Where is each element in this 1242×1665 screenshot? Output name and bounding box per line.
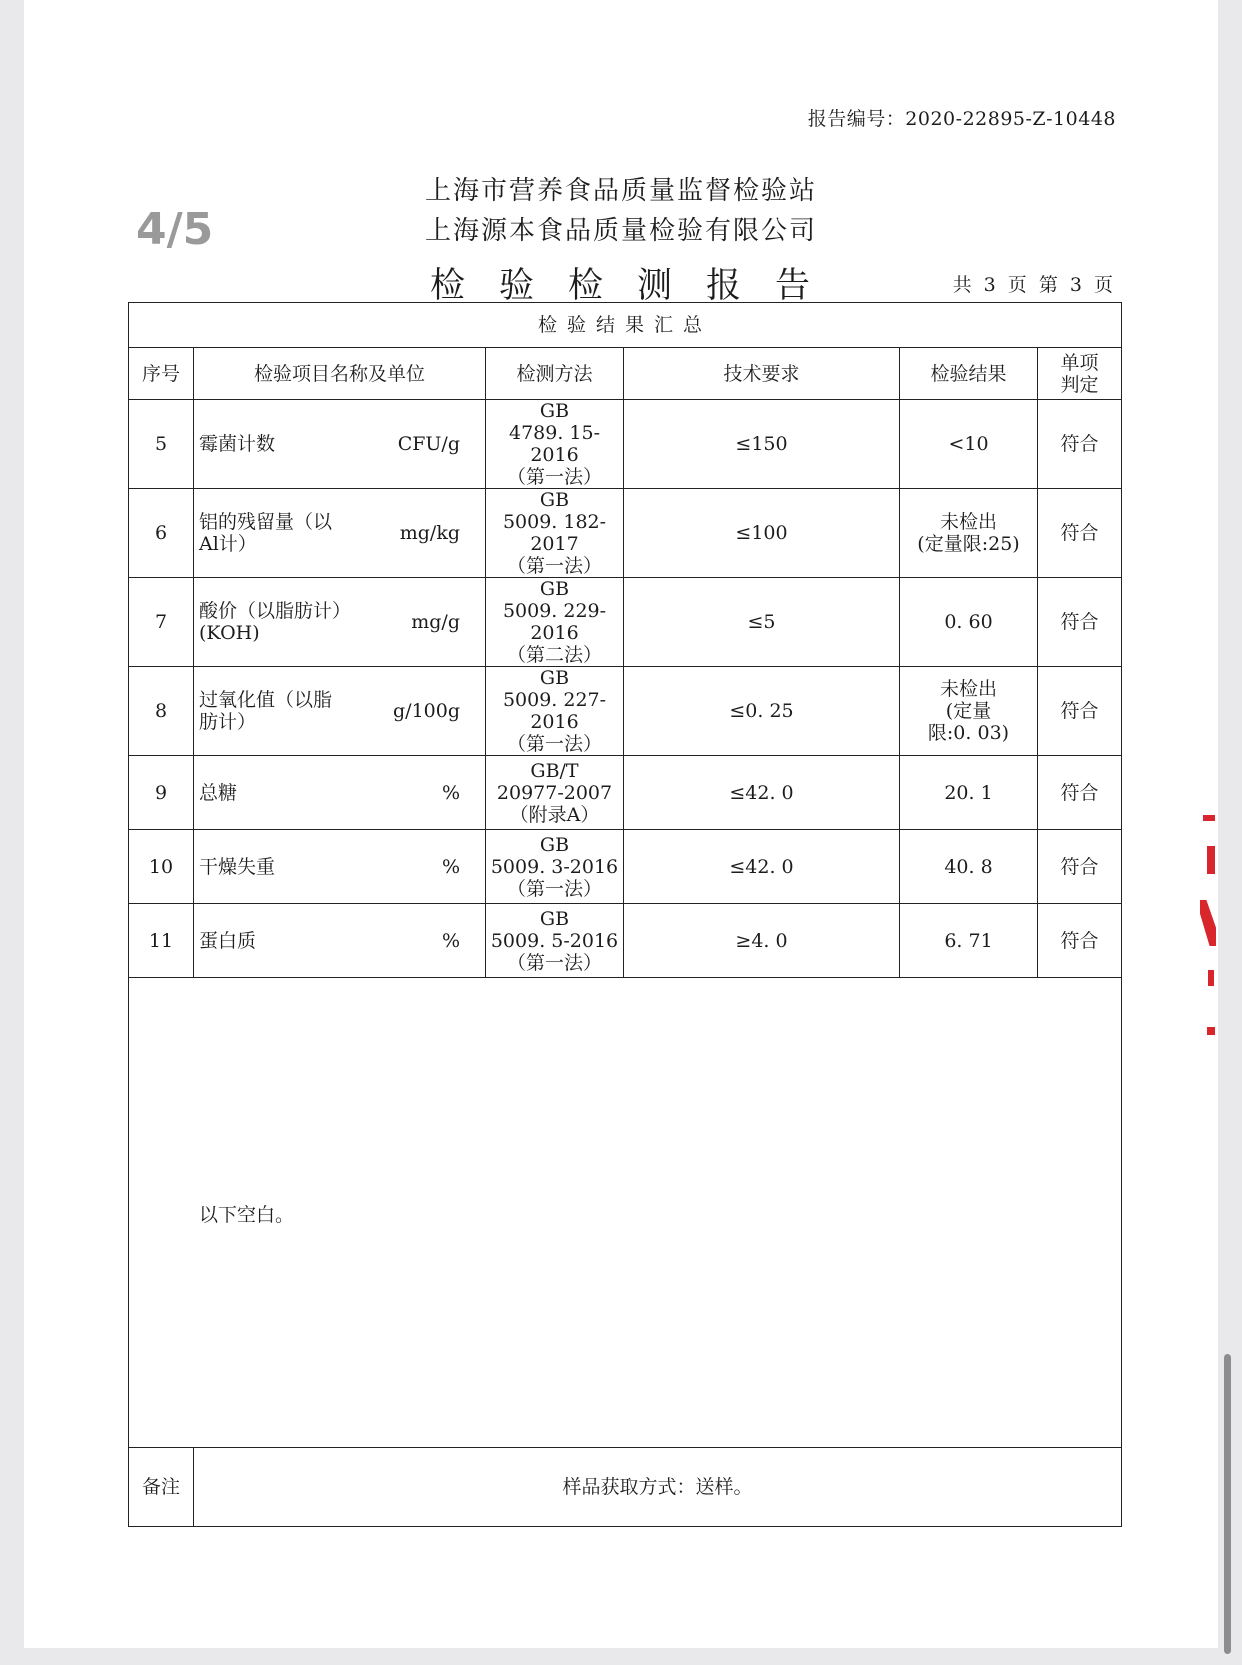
cell-result: [900, 489, 1038, 578]
cell-item: [194, 400, 486, 489]
results-table: [128, 302, 1122, 1527]
cell-judgement: 符合: [1038, 756, 1122, 830]
blank-row: [129, 978, 1122, 1448]
line-3: 限:0. 03): [927, 722, 1010, 744]
cell-judgement: 符合: [1038, 578, 1122, 667]
cell-requirement: ≤5: [624, 578, 900, 667]
cell-method: [486, 400, 624, 489]
cell-item: [194, 489, 486, 578]
item-name-line1: 蛋白质: [199, 929, 257, 952]
line-1: 未检出: [939, 511, 997, 533]
cell-requirement: ≤100: [624, 489, 900, 578]
item-name: [199, 930, 256, 952]
cell-judgement: 符合: [1038, 667, 1122, 756]
line-1: GB: [539, 833, 570, 856]
line-1: 6. 71: [944, 929, 993, 952]
cell-method: [486, 904, 624, 978]
remark-row: [129, 1448, 1122, 1527]
cell-result: [900, 904, 1038, 978]
cell-no: 6: [129, 489, 194, 578]
cell-no: 9: [129, 756, 194, 830]
header-requirement: 技术要求: [624, 348, 900, 400]
cell-item: [194, 756, 486, 830]
cell-result: [900, 756, 1038, 830]
line-1: GB: [539, 578, 570, 600]
table-row: [129, 667, 1122, 756]
item-name-line2: 肪计）: [199, 711, 257, 733]
org-name-2: 上海源本食品质量检验有限公司: [424, 216, 817, 246]
line-2: (定量: [945, 700, 992, 722]
cell-result: [900, 578, 1038, 667]
cell-item: [194, 904, 486, 978]
cell-item: [194, 578, 486, 667]
line-1: GB: [539, 400, 570, 422]
line-2: (定量限:25): [917, 533, 1020, 555]
cell-method: [486, 667, 624, 756]
item-unit: %: [441, 781, 460, 804]
line-3: （第一法）: [506, 466, 602, 488]
header-judgement-line2: 判定: [1060, 373, 1099, 396]
item-name-line1: 过氧化值（以脂: [199, 689, 333, 711]
line-3: （第一法）: [506, 877, 602, 900]
item-unit: %: [441, 929, 460, 952]
line-1: 未检出: [939, 678, 997, 700]
line-3: （附录A）: [509, 803, 600, 826]
line-2: 5009. 227-2016: [502, 689, 607, 733]
header-item: 检验项目名称及单位: [194, 348, 486, 400]
header-method: 检测方法: [486, 348, 624, 400]
header-judgement: [1038, 348, 1122, 400]
item-unit: g/100g: [393, 700, 460, 722]
cell-method: [486, 578, 624, 667]
cell-method: [486, 756, 624, 830]
line-2: 5009. 5-2016: [490, 929, 619, 952]
cell-judgement: 符合: [1038, 830, 1122, 904]
line-1: GB: [539, 489, 570, 511]
line-3: （第一法）: [506, 733, 602, 755]
line-1: 20. 1: [944, 781, 993, 804]
cell-no: 8: [129, 667, 194, 756]
seal-stamp-fragment: [1203, 815, 1215, 821]
cell-judgement: 符合: [1038, 489, 1122, 578]
item-name-line1: 酸价（以脂肪计）: [199, 600, 352, 622]
table-header: [129, 348, 1122, 400]
seal-stamp-fragment: [1208, 970, 1214, 986]
line-3: （第一法）: [506, 555, 602, 577]
line-1: 0. 60: [944, 611, 993, 633]
table-row: [129, 489, 1122, 578]
cell-method: [486, 489, 624, 578]
cell-result: [900, 400, 1038, 489]
org-name-1: 上海市营养食品质量监督检验站: [424, 176, 817, 206]
item-unit: %: [441, 855, 460, 878]
remark-text: 样品获取方式：送样。: [194, 1448, 1122, 1527]
item-name: [199, 511, 332, 555]
seal-stamp-fragment: [1207, 1027, 1215, 1035]
line-1: <10: [948, 433, 989, 455]
header-judgement-line1: 单项: [1060, 351, 1099, 374]
cell-no: 11: [129, 904, 194, 978]
report-title: 检验检测报告: [430, 266, 845, 306]
remark-label: 备注: [129, 1448, 194, 1527]
cell-result: [900, 667, 1038, 756]
item-name-line2: Al计）: [199, 533, 257, 555]
line-1: 40. 8: [944, 855, 993, 878]
item-name: [199, 782, 237, 804]
header-result: 检验结果: [900, 348, 1038, 400]
line-1: GB/T: [530, 759, 579, 782]
blank-note: 以下空白。: [199, 1204, 295, 1226]
item-name-line1: 霉菌计数: [199, 433, 276, 455]
table-row: [129, 830, 1122, 904]
cell-requirement: ≤42. 0: [624, 756, 900, 830]
line-2: 20977-2007: [496, 781, 613, 804]
cell-requirement: ≤42. 0: [624, 830, 900, 904]
report-number: 报告编号：2020-22895-Z-10448: [807, 108, 1116, 130]
cell-no: 7: [129, 578, 194, 667]
page-indicator: 4/5: [136, 204, 214, 255]
line-2: 4789. 15-2016: [508, 422, 601, 466]
item-name-line1: 干燥失重: [199, 855, 276, 878]
item-name-line2: (KOH): [199, 622, 260, 644]
table-row: [129, 756, 1122, 830]
scrollbar[interactable]: [1224, 1354, 1231, 1654]
item-name-line1: 总糖: [199, 781, 238, 804]
table-row: [129, 904, 1122, 978]
cell-item: [194, 830, 486, 904]
cell-no: 5: [129, 400, 194, 489]
page-count: 共 3 页 第 3 页: [952, 274, 1116, 296]
table-row: [129, 400, 1122, 489]
cell-result: [900, 830, 1038, 904]
cell-method: [486, 830, 624, 904]
line-2: 5009. 3-2016: [490, 855, 619, 878]
cell-requirement: ≤150: [624, 400, 900, 489]
item-name-line1: 铝的残留量（以: [199, 511, 333, 533]
line-2: 5009. 229-2016: [502, 600, 607, 644]
cell-judgement: 符合: [1038, 904, 1122, 978]
cell-item: [194, 667, 486, 756]
table-row: [129, 578, 1122, 667]
header-no: 序号: [129, 348, 194, 400]
seal-stamp-fragment: [1207, 846, 1215, 874]
item-unit: mg/g: [411, 611, 460, 633]
cell-requirement: ≥4. 0: [624, 904, 900, 978]
item-unit: mg/kg: [399, 522, 460, 544]
item-unit: CFU/g: [397, 433, 460, 455]
table-caption: 检验结果汇总: [129, 303, 1122, 348]
item-name: [199, 600, 351, 644]
cell-judgement: 符合: [1038, 400, 1122, 489]
cell-no: 10: [129, 830, 194, 904]
line-1: GB: [539, 667, 570, 689]
cell-requirement: ≤0. 25: [624, 667, 900, 756]
line-3: （第一法）: [506, 951, 602, 974]
line-3: （第二法）: [506, 644, 602, 666]
item-name: [199, 856, 275, 878]
line-2: 5009. 182-2017: [502, 511, 607, 555]
line-1: GB: [539, 907, 570, 930]
item-name: [199, 433, 275, 455]
item-name: [199, 689, 332, 733]
